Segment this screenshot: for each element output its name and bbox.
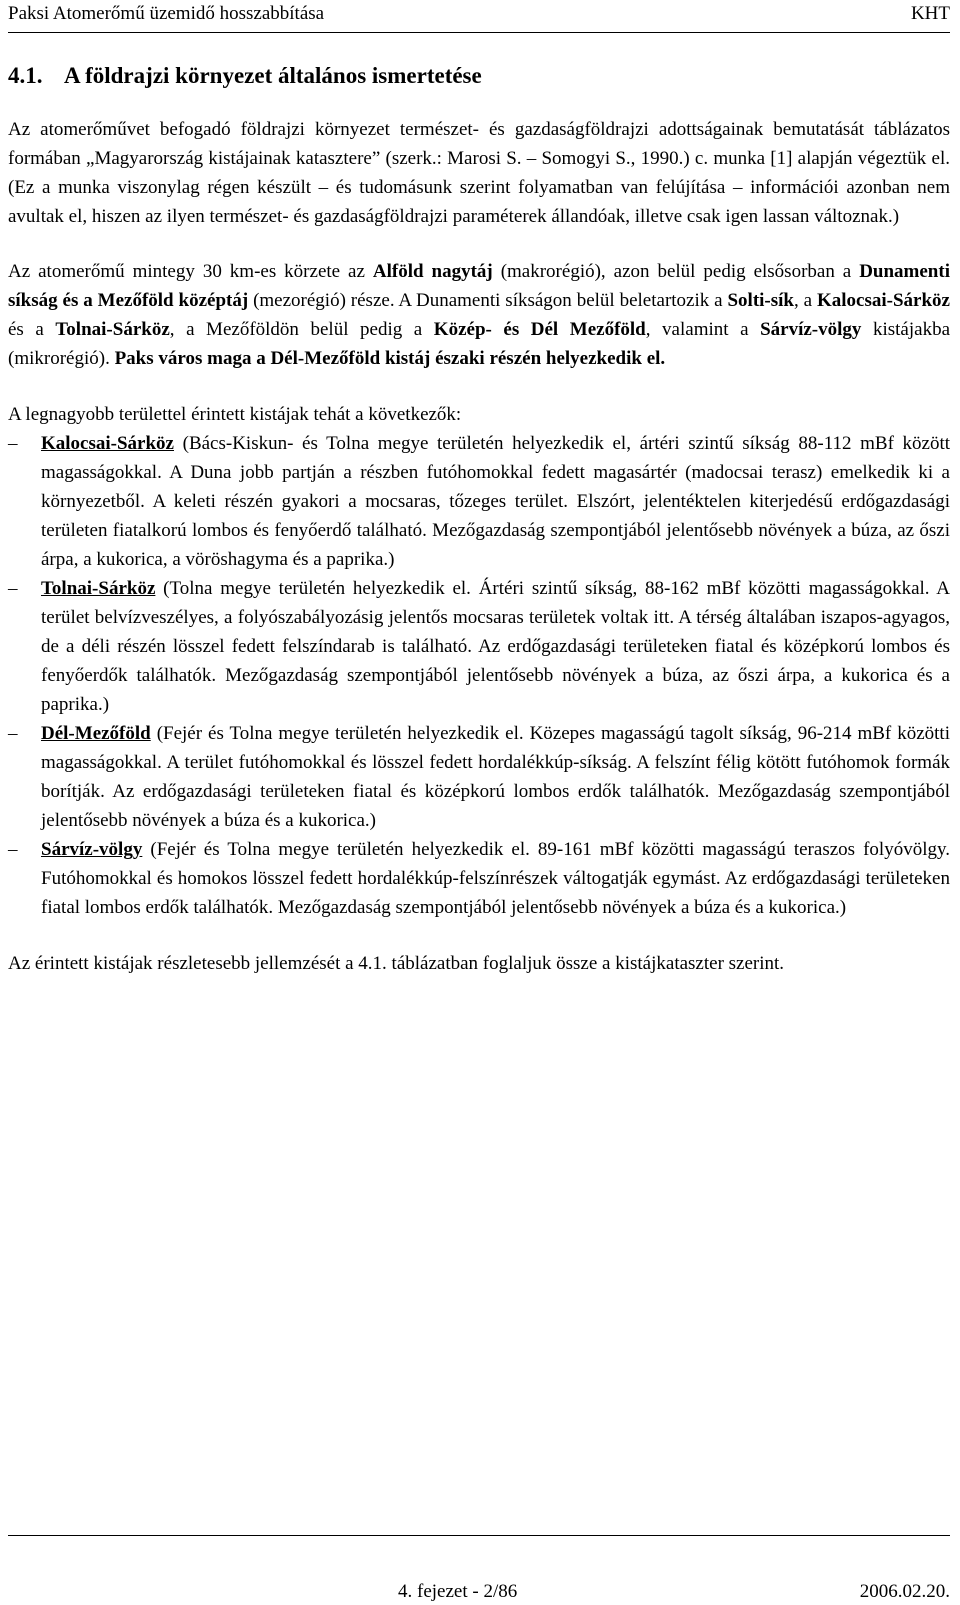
text-run: Az atomerőmű mintegy 30 km-es körzete az xyxy=(8,261,373,282)
text-run: , a xyxy=(794,290,817,311)
dash-bullet: – xyxy=(8,839,18,860)
page-number: 4. fejezet - 2/86 xyxy=(398,1581,518,1602)
subregion-description: (Bács-Kiskun- és Tolna megye területén helyezkedik el, ártéri szintű síkság 88-112 mBf között magasságokkal. A Duna jobb partján a részben futóhomokkal fedett magasártér (madocsai terasz) emelkedik ki a környezetből. A keleti részén gyakori a mocsaras, tőzeges terület. Elszórt, jelentéktelen kiterjedésű erdőgazdasági területen fiatalkorú lombos és fenyőerdő található. Mezőgazdaság szempontjából jelentősebb növények a búza, az őszi árpa, a kukorica, a vöröshagyma és a paprika.) xyxy=(41,433,950,570)
page-footer xyxy=(8,1535,950,1602)
dash-bullet: – xyxy=(8,578,18,599)
bold-statement: Paks város maga a Dél-Mezőföld kistáj északi részén helyezkedik el. xyxy=(114,348,666,369)
list-item xyxy=(8,719,950,835)
subregion-description: (Fejér és Tolna megye területén helyezkedik el. 89-161 mBf közötti magasságú teraszos folyóvölgy. Futóhomokkal és homokos lösszel fedett hordalékkúp-felszínrészek váltogatják egymást. Az erdőgazdasági területeken fiatal lombos erdők találhatók. Mezőgazdaság szempontjából jelentősebb növények a búza és a kukorica.) xyxy=(41,839,950,918)
list-intro: A legnagyobb területtel érintett kistájak tehát a következők: xyxy=(8,404,462,425)
bold-term: Solti-sík xyxy=(727,290,795,311)
header-organization: KHT xyxy=(910,3,950,24)
subregion-description: (Tolna megye területén helyezkedik el. Ártéri szintű síkság, 88-162 mBf közötti magasságokkal. A terület belvízveszélyes, a folyószabályozásig jelentős mocsaras területek voltak itt. A térség általában iszapos-agyagos, de a déli részén lösszel fedett felszíndarab is található. Az erdőgazdasági területeken fiatal és középkorú lombos és fenyőerdők találhatók. Mezőgazdaság szempontjából jelentősebb növények a búza, az őszi árpa, a kukorica és a paprika.) xyxy=(41,578,950,715)
dash-bullet: – xyxy=(8,723,18,744)
subregion-name: Dél-Mezőföld xyxy=(41,723,151,744)
document-body xyxy=(8,115,950,978)
text-run: , a Mezőföldön belül pedig a xyxy=(169,319,434,340)
section-heading xyxy=(8,62,482,90)
subregion-name: Tolnai-Sárköz xyxy=(41,578,156,599)
bold-term: Dunamenti síkság és a Mezőföld középtáj xyxy=(8,261,950,311)
dash-bullet: – xyxy=(8,433,18,454)
document-date: 2006.02.20. xyxy=(859,1581,950,1602)
bold-term: Alföld nagytáj xyxy=(372,261,493,282)
subregion-list xyxy=(8,429,950,922)
intro-paragraph: Az atomerőművet befogadó földrajzi környezet természet- és gazdaságföldrajzi adottságainak bemutatását táblázatos formában „Magyarország kistájainak katasztere” (szerk.: Marosi S. – Somogyi S., 1990.) c. munka [1] alapján végeztük el. (Ez a munka viszonylag régen készült – és tudomásunk szerint folyamatban van felújítása – információi azonban nem avultak el, hiszen az ilyen természet- és gazdaságföldrajzi paraméterek állandóak, illetve csak igen lassan változnak.) xyxy=(8,119,950,227)
text-run: és a xyxy=(8,319,56,340)
text-run: , valamint a xyxy=(645,319,761,340)
section-title: A földrajzi környezet általános ismertetése xyxy=(64,63,482,88)
subregion-description: (Fejér és Tolna megye területén helyezkedik el. Közepes magasságú tagolt síkság, 96-214 mBf közötti magasságokkal. A terület futóhomokkal és lösszel fedett hordalékkúp-síkság. A felszínt félig kötött futóhomok formák borítják. Az erdőgazdasági területeken fiatal és középkorú lombos erdők találhatók. Mezőgazdaság szempontjából jelentősebb növények a búza és a kukorica.) xyxy=(41,723,950,831)
bold-term: Sárvíz-völgy xyxy=(760,319,862,340)
header-document-title: Paksi Atomerőmű üzemidő hosszabbítása xyxy=(8,3,325,24)
list-item xyxy=(8,835,950,922)
text-run: kistájakba (mikrorégió). xyxy=(8,319,951,369)
page-header xyxy=(8,0,950,33)
list-item xyxy=(8,429,950,574)
subregion-name: Kalocsai-Sárköz xyxy=(41,433,174,454)
bold-term: Kalocsai-Sárköz xyxy=(817,290,950,311)
section-number: 4.1. xyxy=(8,63,43,88)
bold-term: Tolnai-Sárköz xyxy=(55,319,170,340)
subregion-name: Sárvíz-völgy xyxy=(41,839,143,860)
list-item xyxy=(8,574,950,719)
region-paragraph xyxy=(8,257,950,373)
text-run: (mezorégió) része. A Dunamenti síkságon belül beletartozik a xyxy=(248,290,728,311)
closing-paragraph: Az érintett kistájak részletesebb jellemzését a 4.1. táblázatban foglaljuk össze a kistájkataszter szerint. xyxy=(8,953,785,974)
bold-term: Közép- és Dél Mezőföld xyxy=(433,319,646,340)
text-run: (makrorégió), azon belül pedig elsősorban a xyxy=(492,261,860,282)
